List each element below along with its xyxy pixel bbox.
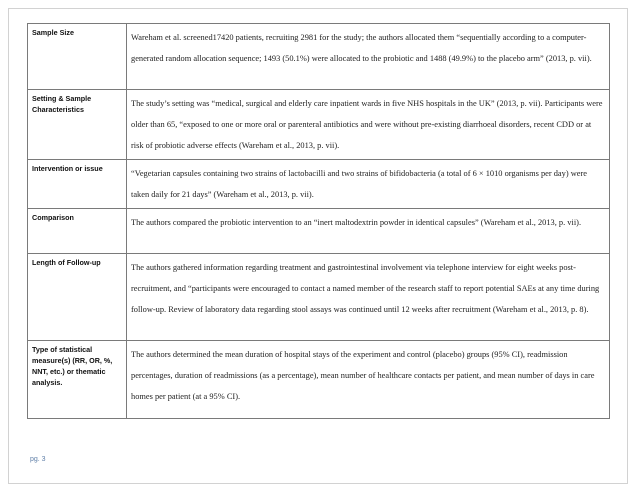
row-text: “Vegetarian capsules containing two strains of lactobacilli and two strains of bifidobacteria (a total of 6 × 1010 organisms per day) were taken daily for 21 days” (Wareham et al., 2013, p. vii). xyxy=(131,169,587,199)
row-label: Sample Size xyxy=(28,24,127,90)
row-content xyxy=(127,254,610,341)
pico-table xyxy=(27,23,610,419)
table-row xyxy=(28,90,610,160)
row-text: The authors compared the probiotic intervention to an “inert maltodextrin powder in identical capsules” (Wareham et al., 2013, p. vii). xyxy=(131,218,582,227)
row-label: Setting & Sample Characteristics xyxy=(28,90,127,160)
row-label: Intervention or issue xyxy=(28,160,127,209)
row-label: Comparison xyxy=(28,209,127,254)
table-row xyxy=(28,209,610,254)
row-label: Type of statistical measure(s) (RR, OR, %, NNT, etc.) or thematic analysis. xyxy=(28,341,127,419)
page-number: pg. 3 xyxy=(30,456,46,463)
row-content xyxy=(127,90,610,160)
row-label: Length of Follow-up xyxy=(28,254,127,341)
row-content xyxy=(127,24,610,90)
row-content xyxy=(127,341,610,419)
table-row xyxy=(28,254,610,341)
row-content xyxy=(127,160,610,209)
table-row xyxy=(28,24,610,90)
row-content xyxy=(127,209,610,254)
row-text: The authors determined the mean duration of hospital stays of the experiment and control (placebo) groups (95% CI), readmission percentages, duration of readmissions (as a percentage), mean number of healthcare contacts per patient, and mean number of days in care homes per patient (at a 95% CI). xyxy=(131,350,595,401)
row-text: Wareham et al. screened17420 patients, recruiting 2981 for the study; the authors allocated them “sequentially according to a computer-generated random allocation sequence; 1493 (50.1%) were allocated to the probiotic and 1488 (49.9%) to the placebo arm” (2013, p. vii). xyxy=(131,33,592,63)
table-row xyxy=(28,160,610,209)
row-text: The authors gathered information regarding treatment and gastrointestinal involvement via telephone interview for eight weeks post-recruitment, and “participants were encouraged to contact a named member of the research staff to report potential SAEs at any time during follow-up. Review of laboratory data regarding stool assays was continued until 12 weeks after recruitment (Wareham et al., 2013, p. 8). xyxy=(131,263,600,314)
row-text: The study’s setting was “medical, surgical and elderly care inpatient wards in five NHS hospitals in the UK” (2013, p. vii). Participants were older than 65, “exposed to one or more oral or parenteral antibiotics and were without pre-existing diarrhoeal disorders, recent CDD or at risk of probiotic adverse effects (Wareham et al., 2013, p. vii). xyxy=(131,99,603,150)
table-row xyxy=(28,341,610,419)
